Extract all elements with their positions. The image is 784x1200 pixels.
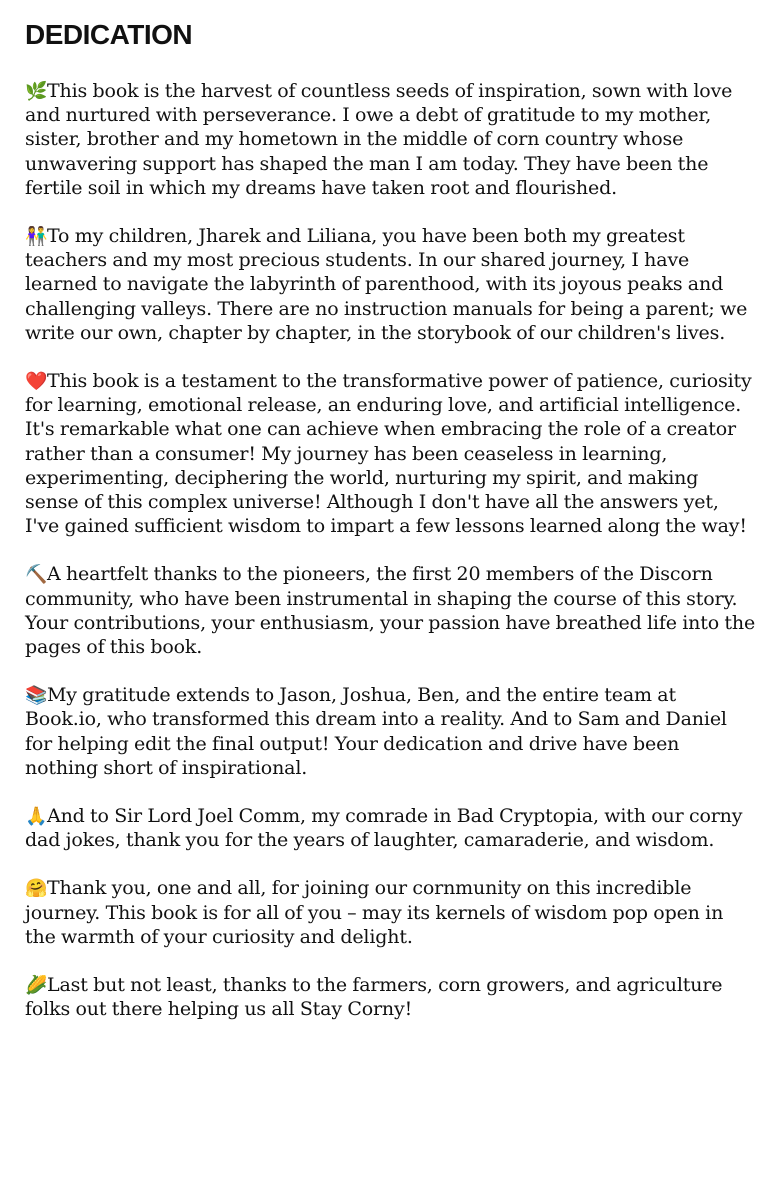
- paragraph-text: This book is a testament to the transformative power of patience, curiosity for learning, emotional release, an enduring love, and artificial intelligence. It's remarkable what one can achieve when embracing the role of a creator rather than a consumer! My journey has been ceaseless in learning, experimenting, deciphering the world, nurturing my spirit, and making sense of this complex universe! Although I don't have all the answers yet, I've gained sufficient wisdom to impart a few lessons learned along the way!: [25, 370, 752, 538]
- herb-icon: 🌿: [25, 81, 48, 102]
- paragraph-text: And to Sir Lord Joel Comm, my comrade in Bad Cryptopia, with our corny dad jokes, thank you for the years of laughter, camaraderie, and wisdom.: [25, 805, 743, 852]
- paragraph-pioneers: [25, 562, 756, 659]
- paragraph-comrade: [25, 804, 756, 852]
- paragraph-team: [25, 683, 756, 780]
- paragraph-children: [25, 224, 756, 345]
- paragraph-testament: [25, 369, 756, 538]
- heart-icon: ❤️: [25, 371, 48, 393]
- family-icon: 👫: [25, 226, 48, 248]
- books-icon: 📚: [25, 685, 48, 707]
- paragraph-text: My gratitude extends to Jason, Joshua, Ben, and the entire team at Book.io, who transformed this dream into a reality. And to Sam and Daniel for helping edit the final output! Your dedication and drive have been nothing short of inspirational.: [25, 684, 727, 779]
- paragraph-farmers: [25, 973, 756, 1021]
- paragraph-text: Thank you, one and all, for joining our cornmunity on this incredible journey. This book is for all of you – may its kernels of wisdom pop open in the warmth of your curiosity and delight.: [25, 877, 724, 948]
- paragraph-text: To my children, Jharek and Liliana, you have been both my greatest teachers and my most precious students. In our shared journey, I have learned to navigate the labyrinth of parenthood, with its joyous peaks and challenging valleys. There are no instruction manuals for being a parent; we write our own, chapter by chapter, in the storybook of our children's lives.: [25, 225, 748, 344]
- paragraph-text: A heartfelt thanks to the pioneers, the first 20 members of the Discorn community, who have been instrumental in shaping the course of this story. Your contributions, your enthusiasm, your passion have breathed life into the pages of this book.: [25, 563, 756, 659]
- folded-hands-icon: 🙏: [25, 806, 48, 828]
- paragraph-text: Last but not least, thanks to the farmers, corn growers, and agriculture folks out there helping us all Stay Corny!: [25, 974, 723, 1021]
- pick-icon: ⛏️: [25, 564, 48, 586]
- hugging-face-icon: 🤗: [25, 878, 48, 900]
- corn-icon: 🌽: [25, 975, 48, 997]
- paragraph-community: [25, 876, 756, 949]
- page-title: DEDICATION: [25, 19, 193, 50]
- paragraph-text: This book is the harvest of countless seeds of inspiration, sown with love and nurtured with perseverance. I owe a debt of gratitude to my mother, sister, brother and my hometown in the middle of corn country whose unwavering support has shaped the man I am today. They have been the fertile soil in which my dreams have taken root and flourished.: [25, 80, 733, 199]
- paragraph-inspiration: [25, 79, 756, 200]
